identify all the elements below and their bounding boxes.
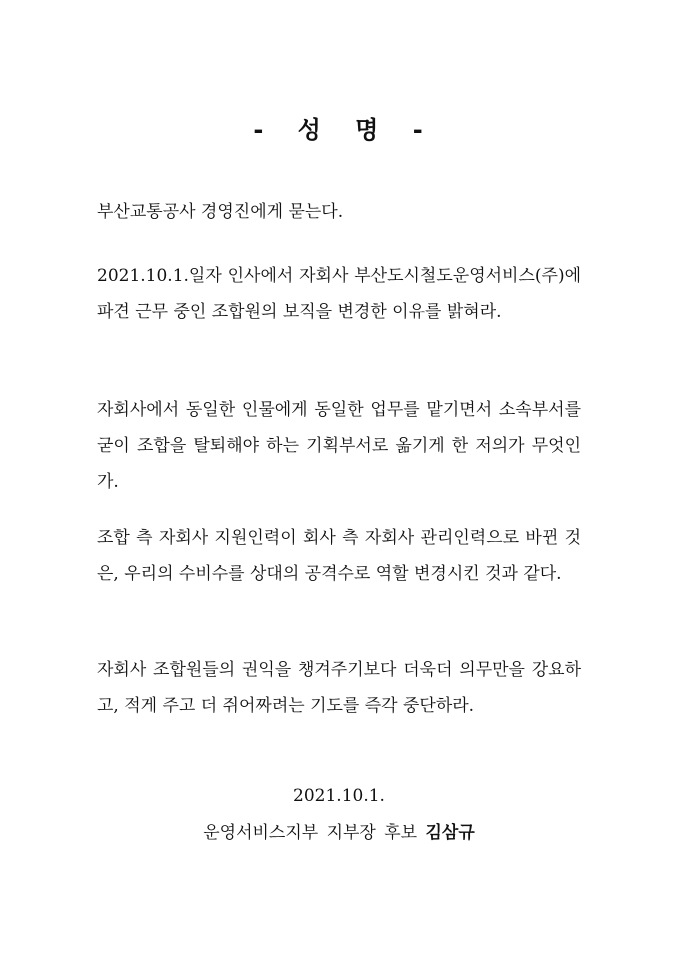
document-title: - 성 명 - bbox=[253, 116, 425, 144]
paragraph-analogy: 조합 측 자회사 지원인력이 회사 측 자회사 관리인력으로 바뀐 것은, 우리의 수비수를 상대의 공격수로 역할 변경시킨 것과 같다. bbox=[97, 528, 581, 584]
paragraph-demand-stop: 자회사 조합원들의 권익을 챙겨주기보다 더욱더 의무만을 강요하고, 적게 주고 더 쥐어짜려는 기도를 즉각 중단하라. bbox=[97, 660, 581, 716]
statement-date: 2021.10.1. bbox=[293, 786, 385, 806]
signature-line bbox=[0, 818, 678, 843]
signature-name: 김삼규 bbox=[425, 823, 475, 843]
paragraph-intro: 부산교통공사 경영진에게 묻는다. bbox=[97, 202, 344, 222]
paragraph-question-intent: 자회사에서 동일한 인물에게 동일한 업무를 맡기면서 소속부서를 굳이 조합을 탈퇴해야 하는 기획부서로 옮기게 한 저의가 무엇인가. bbox=[97, 400, 581, 492]
signature-prefix: 운영서비스지부 지부장 후보 bbox=[203, 823, 418, 843]
paragraph-demand-reason: 2021.10.1.일자 인사에서 자회사 부산도시철도운영서비스(주)에 파견 근무 중인 조합원의 보직을 변경한 이유를 밝혀라. bbox=[97, 266, 581, 322]
